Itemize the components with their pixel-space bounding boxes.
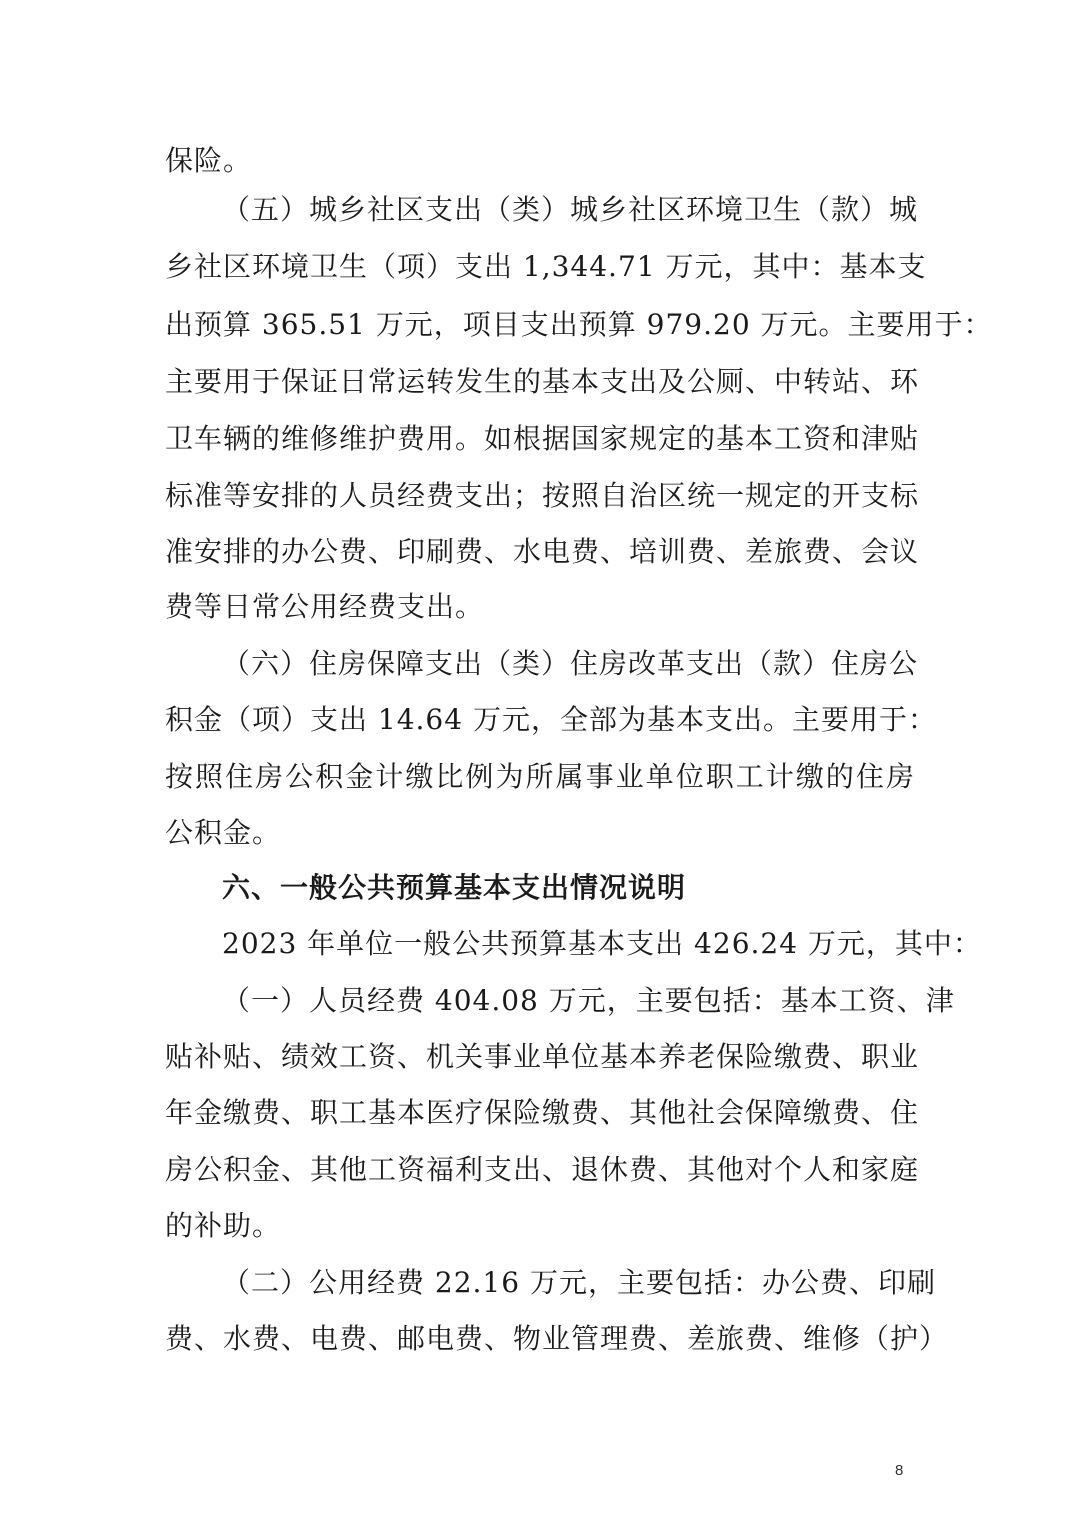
paragraph-line: 标准等安排的人员经费支出；按照自治区统一规定的开支标 [165, 479, 920, 512]
paragraph-line: 房公积金、其他工资福利支出、退休费、其他对个人和家庭 [165, 1153, 920, 1186]
paragraph-line: 费等日常公用经费支出。 [165, 590, 485, 623]
paragraph-line: 的补助。 [165, 1209, 282, 1242]
paragraph-line: 按照住房公积金计缴比例为所属事业单位职工计缴的住房 [165, 760, 915, 793]
section-heading: 六、一般公共预算基本支出情况说明 [222, 871, 687, 904]
paragraph-line: 费、水费、电费、邮电费、物业管理费、差旅费、维修（护） [165, 1322, 949, 1355]
paragraph-line: 保险。 [165, 144, 253, 177]
paragraph-line: （六）住房保障支出（类）住房改革支出（款）住房公 [222, 647, 919, 680]
paragraph-line: 公积金。 [165, 816, 282, 849]
paragraph-line: 积金（项）支出 14.64 万元，全部为基本支出。主要用于： [165, 703, 937, 736]
paragraph-line: （五）城乡社区支出（类）城乡社区环境卫生（款）城 [222, 193, 919, 226]
paragraph-line: 卫车辆的维修维护费用。如根据国家规定的基本工资和津贴 [165, 422, 920, 455]
paragraph-line: 2023 年单位一般公共预算基本支出 426.24 万元，其中： [222, 927, 982, 960]
paragraph-line: 准安排的办公费、印刷费、水电费、培训费、差旅费、会议 [165, 535, 920, 568]
paragraph-line: 乡社区环境卫生（项）支出 1,344.71 万元，其中：基本支 [165, 250, 927, 283]
paragraph-line: 主要用于保证日常运转发生的基本支出及公厕、中转站、环 [165, 365, 920, 398]
paragraph-line: 贴补贴、绩效工资、机关事业单位基本养老保险缴费、职业 [165, 1040, 920, 1073]
page-number: 8 [895, 1462, 904, 1479]
paragraph-line: （二）公用经费 22.16 万元，主要包括：办公费、印刷 [222, 1266, 936, 1299]
paragraph-line: 出预算 365.51 万元，项目支出预算 979.20 万元。主要用于： [165, 308, 993, 341]
paragraph-line: （一）人员经费 404.08 万元，主要包括：基本工资、津 [222, 984, 955, 1017]
paragraph-line: 年金缴费、职工基本医疗保险缴费、其他社会保障缴费、住 [165, 1096, 920, 1129]
